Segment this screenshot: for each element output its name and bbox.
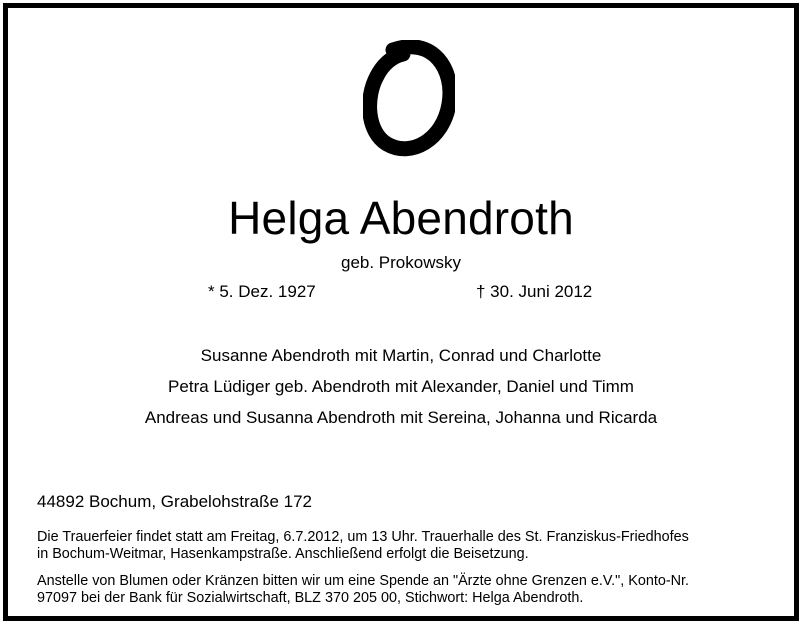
paragraph-line: Anstelle von Blumen oder Kränzen bitten wir um eine Spende an "Ärzte ohne Grenzen e.V.", Konto-Nr. [37, 573, 690, 589]
enso-circle-icon [363, 40, 455, 158]
address: 44892 Bochum, Grabelohstraße 172 [37, 492, 313, 511]
paragraph-line: Die Trauerfeier findet statt am Freitag, 6.7.2012, um 13 Uhr. Trauerhalle des St. Franziskus-Friedhofes [37, 529, 689, 545]
birth-date: * 5. Dez. 1927 [208, 282, 316, 301]
obituary-notice [3, 3, 799, 621]
funeral-info-paragraph [37, 529, 787, 563]
maiden-name: geb. Prokowsky [341, 253, 461, 272]
death-date: † 30. Juni 2012 [476, 282, 593, 301]
family-line: Susanne Abendroth mit Martin, Conrad und Charlotte [200, 346, 602, 365]
family-line: Petra Lüdiger geb. Abendroth mit Alexander, Daniel und Timm [168, 377, 634, 396]
deceased-name: Helga Abendroth [228, 192, 574, 244]
family-list [8, 346, 794, 439]
paragraph-line: in Bochum-Weitmar, Hasenkampstraße. Anschließend erfolgt die Beisetzung. [37, 546, 529, 562]
paragraph-line: 97097 bei der Bank für Sozialwirtschaft, BLZ 370 205 00, Stichwort: Helga Abendroth. [37, 590, 584, 606]
family-line: Andreas und Susanna Abendroth mit Sereina, Johanna und Ricarda [144, 408, 658, 427]
donation-info-paragraph [37, 573, 787, 607]
